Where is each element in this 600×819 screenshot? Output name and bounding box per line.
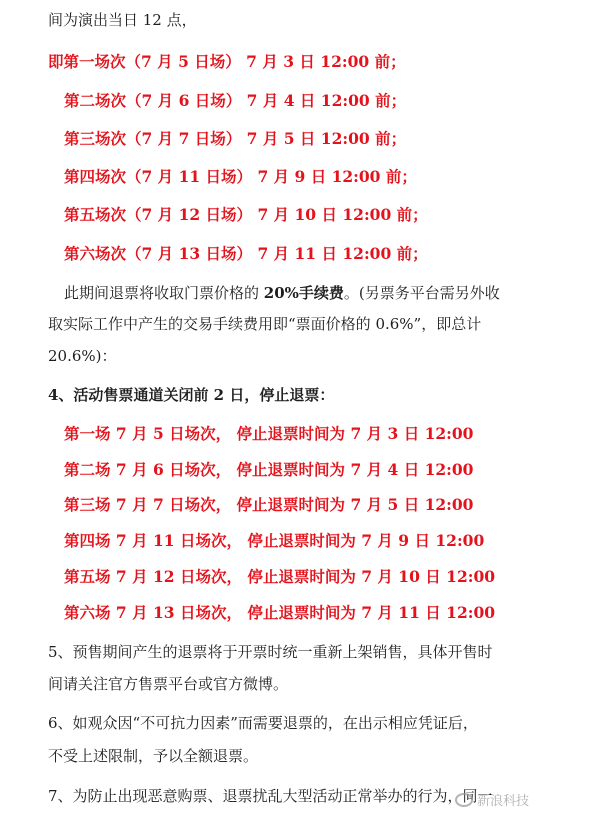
weibo-watermark <box>455 790 529 809</box>
stop-refund-line-6: 第六场 7 月 13 日场次， 停止退票时间为 7 月 11 日 12:00 <box>64 603 496 622</box>
fee-highlight: 20%手续费 <box>263 284 344 302</box>
fee-paragraph <box>64 283 500 303</box>
watermark-text: 新浪科技 <box>477 794 530 809</box>
item-5-line-2: 间请关注官方售票平台或官方微博。 <box>48 675 289 693</box>
item-6-line-2: 不受上述限制，予以全额退票。 <box>48 747 259 765</box>
schedule-line-6: 第六场次（7 月 13 日场） 7 月 11 日 12:00 前； <box>64 244 428 263</box>
schedule-line-4: 第四场次（7 月 11 日场） 7 月 9 日 12:00 前； <box>64 167 417 186</box>
schedule-line-3: 第三场次（7 月 7 日场） 7 月 5 日 12:00 前； <box>64 129 407 148</box>
fee-paragraph-line-2: 取实际工作中产生的交易手续费用即“票面价格的 0.6%”，即总计 <box>48 315 482 333</box>
stop-refund-line-1: 第一场 7 月 5 日场次， 停止退票时间为 7 月 3 日 12:00 <box>64 424 474 443</box>
weibo-icon <box>455 793 473 807</box>
stop-refund-line-4: 第四场 7 月 11 日场次， 停止退票时间为 7 月 9 日 12:00 <box>64 531 485 550</box>
item-4-heading: 4、活动售票通道关闭前 2 日，停止退票： <box>48 386 335 404</box>
stop-refund-line-5: 第五场 7 月 12 日场次， 停止退票时间为 7 月 10 日 12:00 <box>64 567 496 586</box>
item-5-line-1: 5、预售期间产生的退票将于开票时统一重新上架销售，具体开售时 <box>48 643 493 661</box>
stop-refund-line-3: 第三场 7 月 7 日场次， 停止退票时间为 7 月 5 日 12:00 <box>64 495 474 514</box>
fee-text-b: 。(另票务平台需另外收 <box>343 284 500 302</box>
schedule-line-5: 第五场次（7 月 12 日场） 7 月 10 日 12:00 前； <box>64 205 428 224</box>
schedule-line-1: 即第一场次（7 月 5 日场） 7 月 3 日 12:00 前； <box>48 52 406 71</box>
fee-text-a: 此期间退票将收取门票价格的 <box>64 284 264 302</box>
paragraph-fragment: 间为演出当日 12 点， <box>48 11 197 29</box>
stop-refund-line-2: 第二场 7 月 6 日场次， 停止退票时间为 7 月 4 日 12:00 <box>64 460 474 479</box>
item-7-line-1: 7、为防止出现恶意购票、退票扰乱大型活动正常举办的行为，同一 <box>48 787 493 805</box>
item-6-line-1: 6、如观众因“不可抗力因素”而需要退票的，在出示相应凭证后， <box>48 714 478 732</box>
schedule-line-2: 第二场次（7 月 6 日场） 7 月 4 日 12:00 前； <box>64 91 407 110</box>
fee-paragraph-line-3: 20.6%)： <box>48 347 117 365</box>
